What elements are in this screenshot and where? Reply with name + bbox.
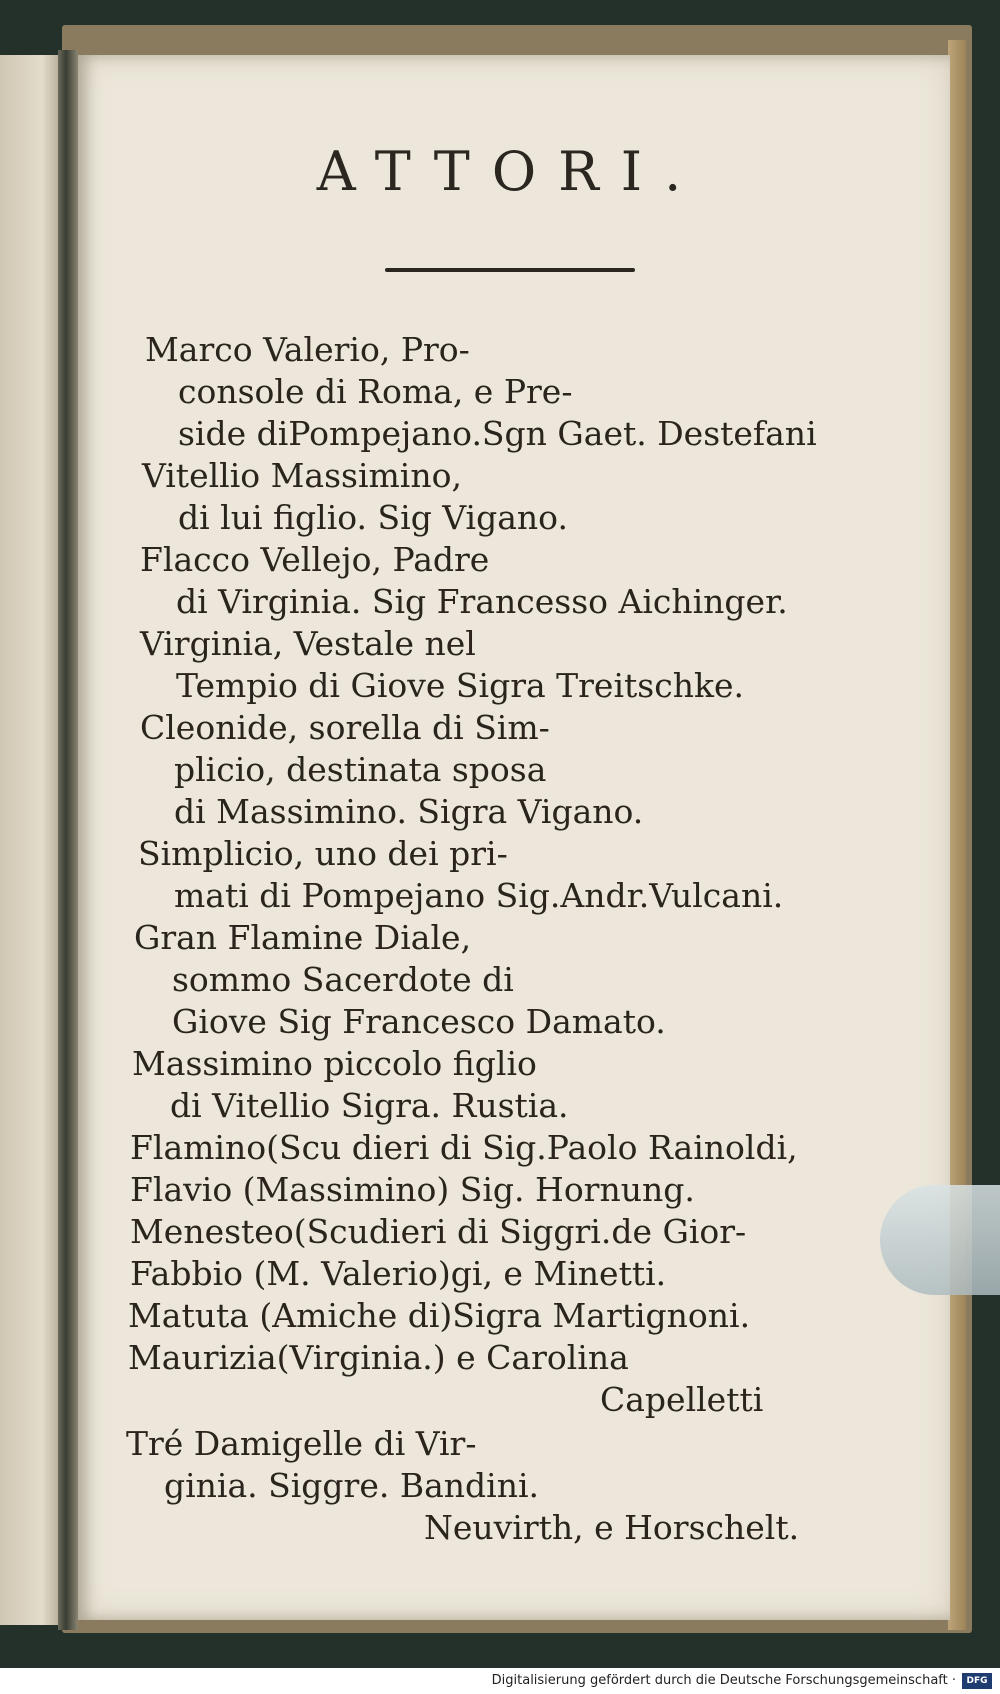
cast-line: Capelletti <box>600 1380 764 1419</box>
cast-line: di Massimino. Sigra Vigano. <box>174 792 644 831</box>
cast-line: Virginia, Vestale nel <box>140 624 476 663</box>
cast-line: Matuta (Amiche di)Sigra Martignoni. <box>128 1296 751 1335</box>
digitization-footer <box>0 1668 1000 1694</box>
footer-text: Digitalisierung gefördert durch die Deutsche Forschungsgemeinschaft · <box>491 1673 956 1688</box>
cast-line: Flamino(Scu dieri di Sig.Paolo Rainoldi, <box>130 1128 798 1167</box>
cast-line: Menesteo(Scudieri di Siggri.de Gior- <box>130 1212 747 1251</box>
cast-line: Cleonide, sorella di Sim- <box>140 708 550 747</box>
cast-line: sommo Sacerdote di <box>172 960 514 999</box>
cast-line: mati di Pompejano Sig.Andr.Vulcani. <box>174 876 784 915</box>
cast-line: Maurizia(Virginia.) e Carolina <box>128 1338 629 1377</box>
cast-line: Fabbio (M. Valerio)gi, e Minetti. <box>130 1254 667 1293</box>
cast-line: Simplicio, uno dei pri- <box>138 834 508 873</box>
cast-line: Marco Valerio, Pro- <box>145 330 470 369</box>
page-title: ATTORI. <box>316 140 704 203</box>
cast-line: Giove Sig Francesco Damato. <box>172 1002 666 1041</box>
cast-line: di Virginia. Sig Francesso Aichinger. <box>176 582 788 621</box>
cast-line: side diPompejano.Sgn Gaet. Destefani <box>178 414 817 453</box>
cast-line: Tré Damigelle di Vir- <box>126 1424 477 1463</box>
cast-line: di lui figlio. Sig Vigano. <box>178 498 568 537</box>
cast-line: di Vitellio Sigra. Rustia. <box>170 1086 569 1125</box>
cast-line: Flacco Vellejo, Padre <box>140 540 490 579</box>
cast-line: Vitellio Massimino, <box>142 456 462 495</box>
cast-line: console di Roma, e Pre- <box>178 372 573 411</box>
cast-line: Gran Flamine Diale, <box>134 918 472 957</box>
dfg-logo: DFG <box>962 1673 992 1689</box>
cast-line: ginia. Siggre. Bandini. <box>164 1466 539 1505</box>
cast-line: Neuvirth, e Horschelt. <box>424 1508 800 1547</box>
cast-line: plicio, destinata sposa <box>174 750 547 789</box>
cast-line: Tempio di Giove Sigra Treitschke. <box>176 666 744 705</box>
cast-line: Massimino piccolo figlio <box>132 1044 537 1083</box>
cast-line: Flavio (Massimino) Sig. Hornung. <box>130 1170 695 1209</box>
